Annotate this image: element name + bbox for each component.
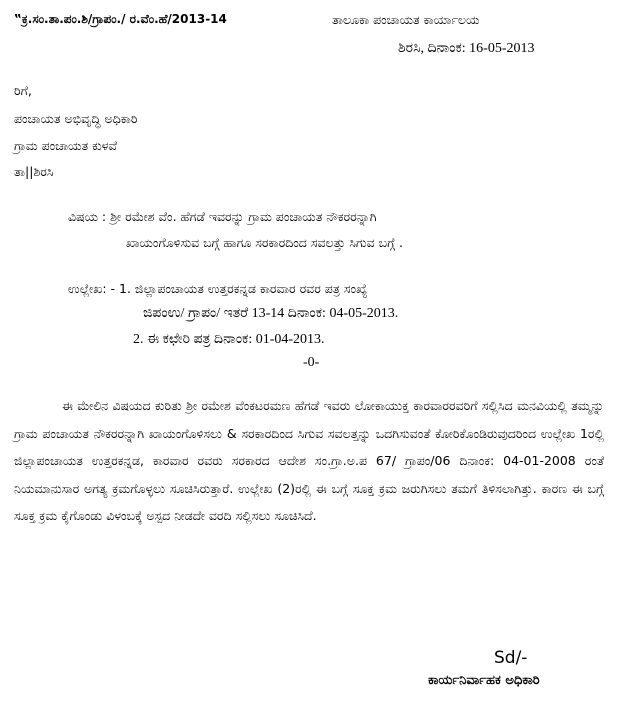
separator-mark: -0- <box>303 355 320 370</box>
place-date: ಶಿರಸಿ, ದಿನಾಂಕ: 16-05-2013 <box>398 41 535 56</box>
subject-line-2: ಖಾಯಂಗೊಳಿಸುವ ಬಗ್ಗೆ ಹಾಗೂ ಸರಕಾರದಿಂದ ಸವಲತ್ತು ಸಿಗುವ ಬಗ್ಗೆ . <box>126 235 404 250</box>
reference-line-3: 2. ಈ ಕಛೇರಿ ಪತ್ರ ದಿನಾಂಕ: 01-04-2013. <box>133 332 325 347</box>
signature-designation: ಕಾರ್ಯನಿರ್ವಾಹಕ ಅಧಿಕಾರಿ <box>428 673 540 688</box>
reference-line-1: ಉಲ್ಲೇಖ: - 1. ಜಿಲ್ಲಾಪಂಚಾಯತ ಉತ್ತರಕನ್ನಡ ಕಾರವಾರ ರವರ ಪತ್ರ ಸಂಖ್ಯೆ <box>68 281 368 296</box>
office-name: ತಾಲೂಕಾ ಪಂಚಾಯತ ಕಾರ್ಯಾಲಯ <box>332 12 480 27</box>
reference-line-2: ಜಿಪಂಉ/ ಗ್ರಾಪಂ/ ಇತರೆ 13-14 ದಿನಾಂಕ: 04-05-2013. <box>143 306 399 321</box>
signature-mark: Sd/- <box>494 648 528 668</box>
reference-number: ‟ಕ್ರ.ಸಂ.ತಾ.ಪಂ.ಶಿ/ಗ್ರಾಪಂ./ ರ.ವೆಂ.ಹೆ/2013-14 <box>14 12 227 26</box>
recipient-line-2: ಗ್ರಾಮ ಪಂಚಾಯತ ಕುಳವೆ <box>14 138 117 153</box>
recipient-to-label: ರಿಗೆ, <box>14 83 32 98</box>
subject-line-1: ವಿಷಯ : ಶ್ರೀ ರಮೇಶ ವೆಂ. ಹೆಗಡೆ ಇವರನ್ನು ಗ್ರಾಮ ಪಂಚಾಯತ ನೌಕರರನ್ನಾಗಿ <box>68 209 377 224</box>
body-paragraph: ಈ ಮೇಲಿನ ವಿಷಯದ ಕುರಿತು ಶ್ರೀ ರಮೇಶ ವೆಂಕಟರಮಣ ಹೆಗಡೆ ಇವರು ಲೋಕಾಯುಕ್ತ ಕಾರವಾರರವರಿಗೆ ಸಲ್ಲಿಸಿದ ಮನವಿಯಲ್ಲಿ ತಮ್ಮನ್ನು ಗ್ರಾಮ ಪಂಚಾಯತ ನೌಕರರನ್ನಾಗಿ ಖಾಯಂಗೊಳಿಸಲು & ಸರಕಾರದಿಂದ ಸಿಗುವ ಸವಲತ್ತನ್ನು ಒದಗಿಸುವಂತೆ ಕೋರಿಕೊಂಡಿರುವುದರಿಂದ ಉಲ್ಲೇಖ 1ರಲ್ಲಿ ಜಿಲ್ಲಾಪಂಚಾಯತ ಉತ್ತರಕನ್ನಡ, ಕಾರವಾರ ರವರು ಸರಕಾರದ ಆದೇಶ ಸಂ.ಗ್ರಾ.ಅ.ಪ 67/ ಗ್ರಾಪಂ/06 ದಿನಾಂಕ: 04-01-2008 ರಂತೆ ನಿಯಮಾನುಸಾರ ಅಗತ್ಯ ಕ್ರಮಗೊಳ್ಳಲು ಸೂಚಿಸಿರುತ್ತಾರೆ. ಉಲ್ಲೇಖ (2)ರಲ್ಲಿ ಈ ಬಗ್ಗೆ ಸೂಕ್ತ ಕ್ರಮ ಜರುಗಿಸಲು ತಮಗೆ ತಿಳಿಸಲಾಗಿತ್ತು. ಕಾರಣ ಈ ಬಗ್ಗೆ ಸೂಕ್ತ ಕ್ರಮ ಕೈಗೊಂಡು ವಿಳಂಬಕ್ಕೆ ಅಸ್ಪದ ನೀಡದೇ ವರದಿ ಸಲ್ಲಿಸಲು ಸೂಚಿಸಿದೆ. <box>14 398 604 523</box>
recipient-line-3: ತಾ||ಶಿರಸಿ <box>14 164 54 179</box>
recipient-line-1: ಪಂಚಾಯತ ಅಭಿವೃದ್ಧಿ ಅಧಿಕಾರಿ <box>14 111 138 126</box>
